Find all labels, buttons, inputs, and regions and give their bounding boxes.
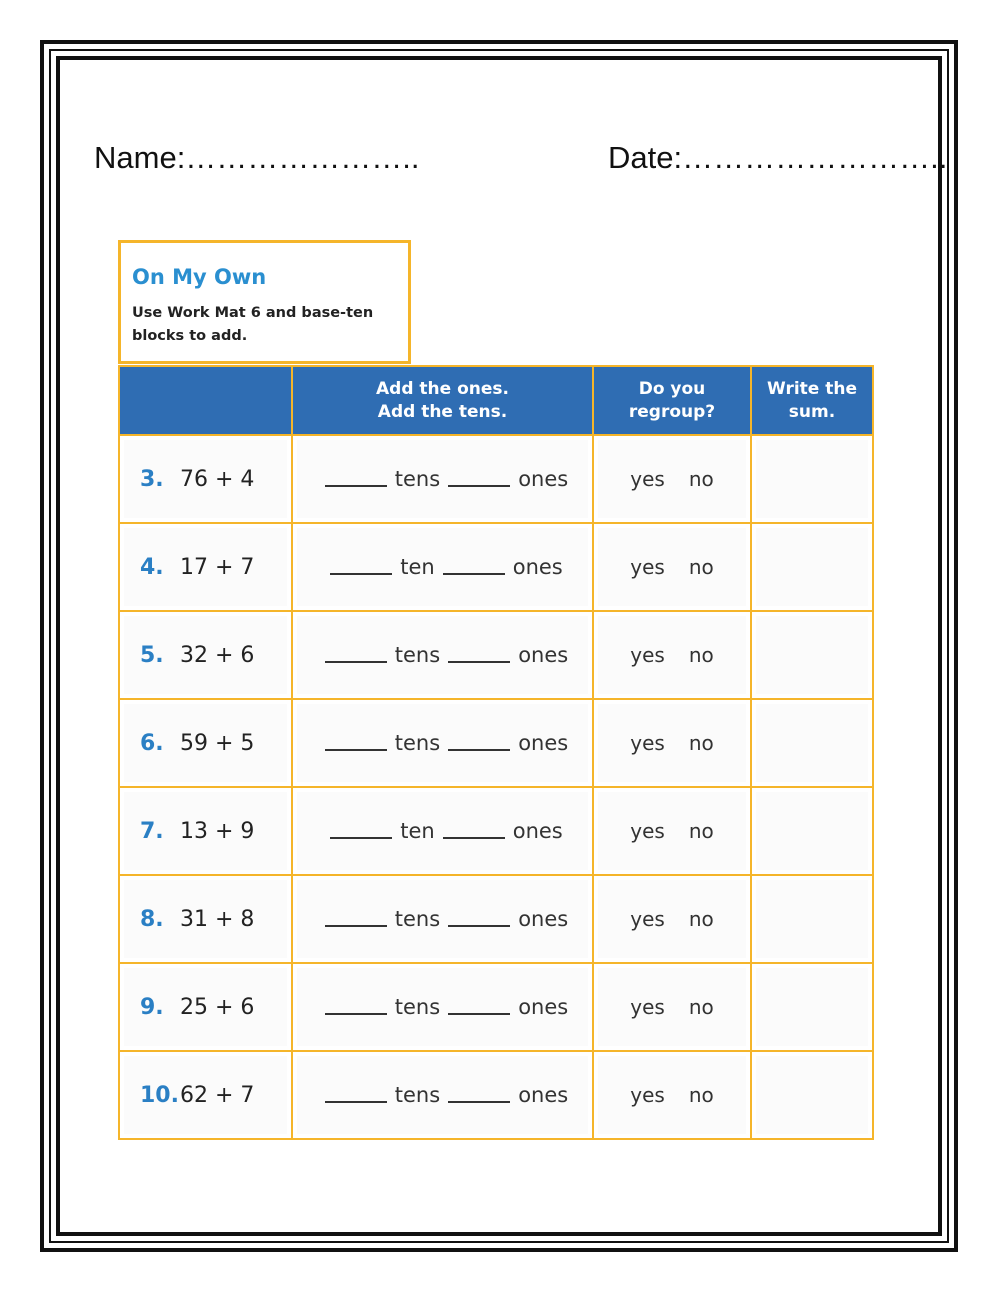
header-line: Add the tens.	[377, 401, 508, 422]
sum-cell[interactable]	[751, 875, 873, 963]
table-row	[119, 523, 873, 611]
table-row	[119, 699, 873, 787]
regroup-cell	[593, 699, 751, 787]
header-regroup	[593, 366, 751, 435]
yes-option[interactable]: yes	[630, 1083, 665, 1107]
sum-cell[interactable]	[751, 699, 873, 787]
ones-label: ones	[518, 907, 569, 931]
yes-option[interactable]: yes	[630, 731, 665, 755]
ones-blank[interactable]	[448, 911, 510, 927]
yes-option[interactable]: yes	[630, 995, 665, 1019]
tens-ones-cell	[292, 523, 593, 611]
yes-option[interactable]: yes	[630, 907, 665, 931]
table-row	[119, 875, 873, 963]
no-option[interactable]: no	[688, 467, 714, 491]
problem-expression: 32 + 6	[180, 642, 255, 668]
table-row	[119, 1051, 873, 1139]
tens-label: tens	[394, 995, 441, 1019]
ones-label: ones	[518, 995, 569, 1019]
problem-number: 6.	[140, 730, 164, 756]
tens-blank[interactable]	[330, 823, 392, 839]
no-option[interactable]: no	[688, 907, 714, 931]
sum-cell[interactable]	[751, 787, 873, 875]
sum-cell[interactable]	[751, 611, 873, 699]
no-option[interactable]: no	[688, 1083, 714, 1107]
problem-cell	[119, 787, 292, 875]
problem-number: 4.	[140, 554, 164, 580]
tens-ones-cell	[292, 875, 593, 963]
tens-label: tens	[394, 907, 441, 931]
regroup-cell	[593, 963, 751, 1051]
ones-blank[interactable]	[443, 559, 505, 575]
tens-ones-cell	[292, 787, 593, 875]
tens-blank[interactable]	[325, 647, 387, 663]
regroup-cell	[593, 523, 751, 611]
problem-number: 9.	[140, 994, 164, 1020]
yes-option[interactable]: yes	[630, 555, 665, 579]
tens-ones-cell	[292, 963, 593, 1051]
ones-blank[interactable]	[448, 735, 510, 751]
problem-number: 8.	[140, 906, 164, 932]
table-header-row	[119, 366, 873, 435]
header-line: sum.	[788, 401, 836, 422]
tens-label: ten	[400, 819, 435, 843]
problem-number: 5.	[140, 642, 164, 668]
problem-expression: 25 + 6	[180, 994, 255, 1020]
name-field[interactable]: Name:…………………..	[94, 140, 420, 175]
regroup-cell	[593, 611, 751, 699]
problem-number: 3.	[140, 466, 164, 492]
problem-number: 10.	[140, 1082, 179, 1108]
ones-label: ones	[518, 467, 569, 491]
ones-blank[interactable]	[448, 1087, 510, 1103]
problem-expression: 13 + 9	[180, 818, 255, 844]
tens-label: ten	[400, 555, 435, 579]
table-row	[119, 611, 873, 699]
header-add-ones-tens	[292, 366, 593, 435]
problem-cell	[119, 963, 292, 1051]
tens-blank[interactable]	[325, 911, 387, 927]
no-option[interactable]: no	[688, 555, 714, 579]
instructions-text: Use Work Mat 6 and base-ten blocks to add.	[132, 305, 374, 344]
regroup-cell	[593, 435, 751, 523]
problem-expression: 59 + 5	[180, 730, 255, 756]
table-row	[119, 787, 873, 875]
sum-cell[interactable]	[751, 1051, 873, 1139]
problem-cell	[119, 699, 292, 787]
header-line: regroup?	[628, 401, 716, 422]
tens-blank[interactable]	[330, 559, 392, 575]
problem-cell	[119, 611, 292, 699]
header-write-sum	[751, 366, 873, 435]
problem-expression: 17 + 7	[180, 554, 255, 580]
problem-expression: 62 + 7	[180, 1082, 255, 1108]
yes-option[interactable]: yes	[630, 643, 665, 667]
tens-label: tens	[394, 1083, 441, 1107]
tens-ones-cell	[292, 1051, 593, 1139]
ones-blank[interactable]	[448, 647, 510, 663]
ones-blank[interactable]	[443, 823, 505, 839]
date-field[interactable]: Date:……………………..	[608, 140, 948, 175]
worksheet-table	[118, 365, 874, 1140]
tens-blank[interactable]	[325, 1087, 387, 1103]
tens-blank[interactable]	[325, 999, 387, 1015]
ones-label: ones	[518, 731, 569, 755]
tens-label: tens	[394, 643, 441, 667]
ones-label: ones	[518, 643, 569, 667]
tens-ones-cell	[292, 435, 593, 523]
regroup-cell	[593, 787, 751, 875]
ones-blank[interactable]	[448, 999, 510, 1015]
ones-label: ones	[512, 819, 563, 843]
problem-cell	[119, 875, 292, 963]
no-option[interactable]: no	[688, 643, 714, 667]
header-line: Add the ones.	[376, 378, 509, 399]
no-option[interactable]: no	[688, 731, 714, 755]
problem-expression: 76 + 4	[180, 466, 255, 492]
regroup-cell	[593, 875, 751, 963]
tens-ones-cell	[292, 611, 593, 699]
tens-label: tens	[394, 467, 441, 491]
ones-label: ones	[518, 1083, 569, 1107]
no-option[interactable]: no	[688, 819, 714, 843]
no-option[interactable]: no	[688, 995, 714, 1019]
problem-cell	[119, 435, 292, 523]
header-problem	[119, 366, 292, 435]
ones-blank[interactable]	[448, 471, 510, 487]
yes-option[interactable]: yes	[630, 819, 665, 843]
header-line: Do you	[638, 378, 706, 399]
regroup-cell	[593, 1051, 751, 1139]
tens-blank[interactable]	[325, 735, 387, 751]
sum-cell[interactable]	[751, 963, 873, 1051]
on-my-own-box	[118, 240, 411, 364]
problem-number: 7.	[140, 818, 164, 844]
problem-expression: 31 + 8	[180, 906, 255, 932]
sum-cell[interactable]	[751, 435, 873, 523]
problem-cell	[119, 523, 292, 611]
table-row	[119, 435, 873, 523]
tens-label: tens	[394, 731, 441, 755]
yes-option[interactable]: yes	[630, 467, 665, 491]
ones-label: ones	[512, 555, 563, 579]
sum-cell[interactable]	[751, 523, 873, 611]
tens-blank[interactable]	[325, 471, 387, 487]
on-my-own-title: On My Own	[132, 265, 267, 289]
table-row	[119, 963, 873, 1051]
header-line: Write the	[767, 378, 857, 399]
tens-ones-cell	[292, 699, 593, 787]
problem-cell	[119, 1051, 292, 1139]
